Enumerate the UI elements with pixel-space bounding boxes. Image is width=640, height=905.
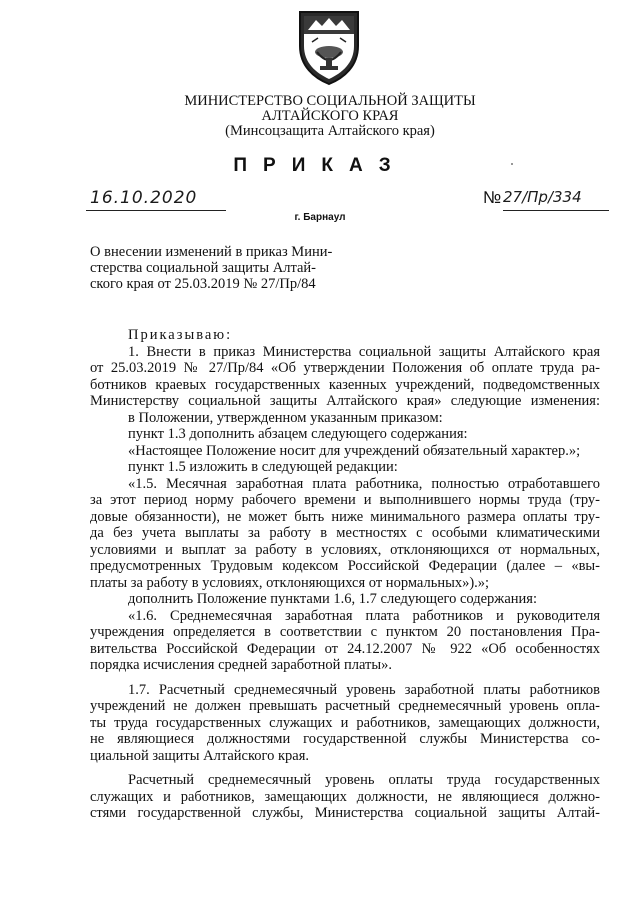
city-label: г. Барнаул (294, 212, 346, 223)
body-line: 1. Внести в приказ Министерства социальной защиты Алтайского края (128, 343, 600, 360)
body-line: учреждения определяется в соответствии с пунктом 20 постановления Пра- (90, 624, 600, 640)
order-body (90, 327, 600, 822)
body-line: пункт 1.3 дополнить абзацем следующего содержания: (128, 426, 468, 442)
body-line: ботников краевых государственных казенных учреждений, подведомственных (90, 376, 600, 393)
altai-coat-of-arms-icon (292, 6, 366, 88)
body-line: циальной защиты Алтайского края. (90, 747, 310, 764)
body-line: за этот период норму рабочего времени и выполнившего нормы труда (тру- (90, 492, 600, 508)
body-line: ты труда государственных служащих и работников, замещающих должности, (90, 714, 600, 731)
subject-line: ского края от 25.03.2019 № 27/Пр/84 (90, 276, 316, 292)
ministry-name-line1: МИНИСТЕРСТВО СОЦИАЛЬНОЙ ЗАЩИТЫ (184, 93, 476, 109)
order-number-label: № (483, 188, 502, 207)
body-line: «1.6. Среднемесячная заработная плата работников и руководителя (128, 607, 600, 624)
body-line: довые обязанности), не может быть ниже минимального размера оплаты тру- (90, 508, 600, 525)
subject-line: О внесении изменений в приказ Мини- (90, 244, 333, 260)
body-line: 1.7. Расчетный среднемесячный уровень заработной платы работников (128, 681, 600, 698)
body-line: служащих и работников, замещающих должности, не являющиеся должно- (90, 788, 600, 805)
body-line: предусмотренных Трудовым кодексом Российской Федерации (далее – «вы- (90, 558, 600, 574)
body-line: от 25.03.2019 № 27/Пр/84 «Об утверждении Положения об оплате труда ра- (90, 360, 600, 376)
ministry-short-name: (Минсоцзащита Алтайского края) (225, 123, 435, 139)
body-line: Министерству социальной защиты Алтайского края» следующие изменения: (90, 393, 600, 409)
order-number: 27/Пр/334 (503, 188, 609, 211)
document-title: ПРИКАЗ (233, 155, 407, 176)
body-line: Расчетный среднемесячный уровень оплаты труда государственных (128, 772, 600, 788)
body-line: стями государственной службы, Министерства социальной защиты Алтай- (90, 805, 600, 821)
body-line: учреждений не должен превышать расчетный среднемесячный уровень опла- (90, 698, 600, 714)
body-line: пункт 1.5 изложить в следующей редакции: (128, 459, 398, 475)
body-line: порядка исчисления средней заработной платы». (90, 657, 392, 673)
body-line: платы за работу в условиях, отклоняющихся от нормальных»).»; (90, 574, 490, 591)
body-line: «Настоящее Положение носит для учреждений обязательный характер.»; (128, 442, 581, 459)
order-subject (90, 244, 340, 292)
order-date: 16.10.2020 (86, 188, 226, 211)
body-line: условиями и выплат за работу в условиях, отклоняющихся от нормальных, (90, 541, 600, 558)
scan-speck (511, 163, 513, 165)
ministry-name-line2: АЛТАЙСКОГО КРАЯ (261, 108, 399, 124)
order-directive: Приказываю: (128, 327, 233, 343)
subject-line: стерства социальной защиты Алтай- (90, 260, 316, 276)
body-line: вительства Российской Федерации от 24.12.2007 № 922 «Об особенностях (90, 640, 600, 657)
body-line: да без учета выплаты за работу в местностях с особыми климатическими (90, 525, 600, 541)
body-line: «1.5. Месячная заработная плата работника, полностью отработавшего (128, 475, 600, 492)
body-line: в Положении, утвержденном указанным приказом: (128, 409, 443, 426)
body-line: дополнить Положение пунктами 1.6, 1.7 следующего содержания: (128, 591, 537, 607)
body-line: не являющиеся должностями государственной службы Министерства со- (90, 731, 600, 747)
